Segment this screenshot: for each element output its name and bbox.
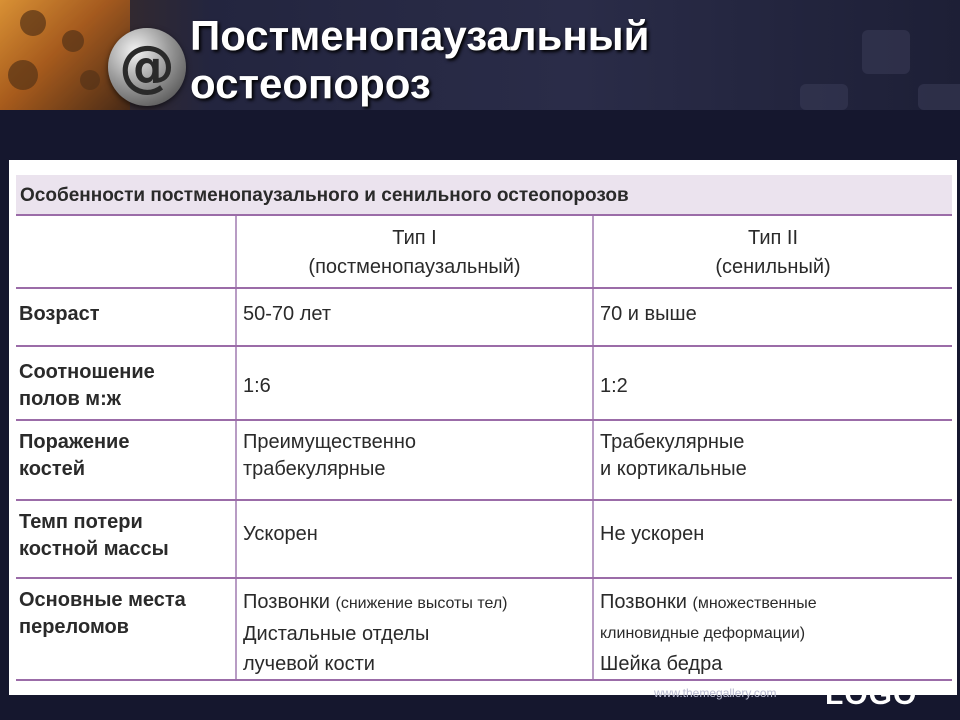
cell-age-type2: 70 и выше — [593, 288, 952, 346]
comparison-table — [16, 175, 952, 681]
slide-header — [0, 0, 960, 110]
cell-fracture-type1-line1 — [243, 587, 586, 619]
header-type2 — [593, 215, 952, 288]
cell-loss-type2: Не ускорен — [593, 500, 952, 578]
header-type2-title: Тип II — [748, 227, 799, 249]
cell-bone-type2 — [593, 420, 952, 500]
keyboard-key-decoration — [862, 30, 910, 74]
cell-age-type1: 50-70 лет — [236, 288, 593, 346]
fracture-type2-site-a: Позвонки — [600, 591, 687, 613]
row-label-loss-line2: костной массы — [19, 538, 169, 560]
table-row-fracture — [16, 578, 952, 680]
cell-bone-type1 — [236, 420, 593, 500]
footer-logo: LOGO — [825, 678, 918, 711]
cell-fracture-type2-line3: Шейка бедра — [600, 653, 723, 675]
row-label-fracture-line1: Основные места — [19, 589, 186, 611]
row-label-bone — [16, 420, 236, 500]
row-label-age: Возраст — [16, 288, 236, 346]
table-caption-row — [16, 175, 952, 215]
row-label-loss — [16, 500, 236, 578]
row-label-ratio-line2: полов м:ж — [19, 388, 121, 410]
cell-fracture-type2-line2: клиновидные деформации) — [600, 625, 806, 642]
slide-title-line1: Постменопаузальный — [190, 12, 650, 59]
cell-fracture-type1-line2: Дистальные отделы — [243, 623, 430, 645]
cell-ratio-type2: 1:2 — [593, 346, 952, 420]
row-label-bone-line2: костей — [19, 458, 86, 480]
keyboard-key-decoration — [918, 84, 960, 110]
header-type1 — [236, 215, 593, 288]
slide-title-line2: остеопороз — [190, 60, 431, 107]
row-label-ratio — [16, 346, 236, 420]
cell-ratio-type1: 1:6 — [236, 346, 593, 420]
table-row-age — [16, 288, 952, 346]
keyboard-key-decoration — [800, 84, 848, 110]
cell-fracture-type1 — [236, 578, 593, 680]
fracture-type1-site-a: Позвонки — [243, 591, 330, 613]
header-type2-subtitle: (сенильный) — [715, 256, 831, 278]
table-header-row — [16, 215, 952, 288]
footer-site-url: www.themegallery.com — [654, 686, 777, 700]
at-sign-icon: @ — [108, 28, 186, 106]
table-row-bone — [16, 420, 952, 500]
cell-fracture-type2-line1 — [600, 587, 946, 619]
cell-bone-type1-line1: Преимущественно — [243, 431, 417, 453]
cell-fracture-type1-line3: лучевой кости — [243, 653, 375, 675]
row-label-bone-line1: Поражение — [19, 431, 130, 453]
slide-title — [190, 12, 649, 108]
fracture-type2-site-a-note: (множественные — [692, 595, 817, 612]
row-label-loss-line1: Темп потери — [19, 511, 143, 533]
header-empty-cell — [16, 215, 236, 288]
fracture-type1-site-a-note: (снижение высоты тел) — [335, 595, 508, 612]
row-label-fracture — [16, 578, 236, 680]
table-row-ratio — [16, 346, 952, 420]
cell-bone-type1-line2: трабекулярные — [243, 458, 386, 480]
table-panel — [9, 160, 957, 695]
table-caption: Особенности постменопаузального и сенильного остеопорозов — [16, 175, 952, 215]
row-label-ratio-line1: Соотношение — [19, 361, 155, 383]
row-label-fracture-line2: переломов — [19, 616, 129, 638]
header-type1-subtitle: (постменопаузальный) — [308, 256, 521, 278]
table-row-loss — [16, 500, 952, 578]
cell-bone-type2-line1: Трабекулярные — [600, 431, 745, 453]
cell-bone-type2-line2: и кортикальные — [600, 458, 747, 480]
cell-loss-type1: Ускорен — [236, 500, 593, 578]
cell-fracture-type2 — [593, 578, 952, 680]
header-type1-title: Тип I — [392, 227, 437, 249]
